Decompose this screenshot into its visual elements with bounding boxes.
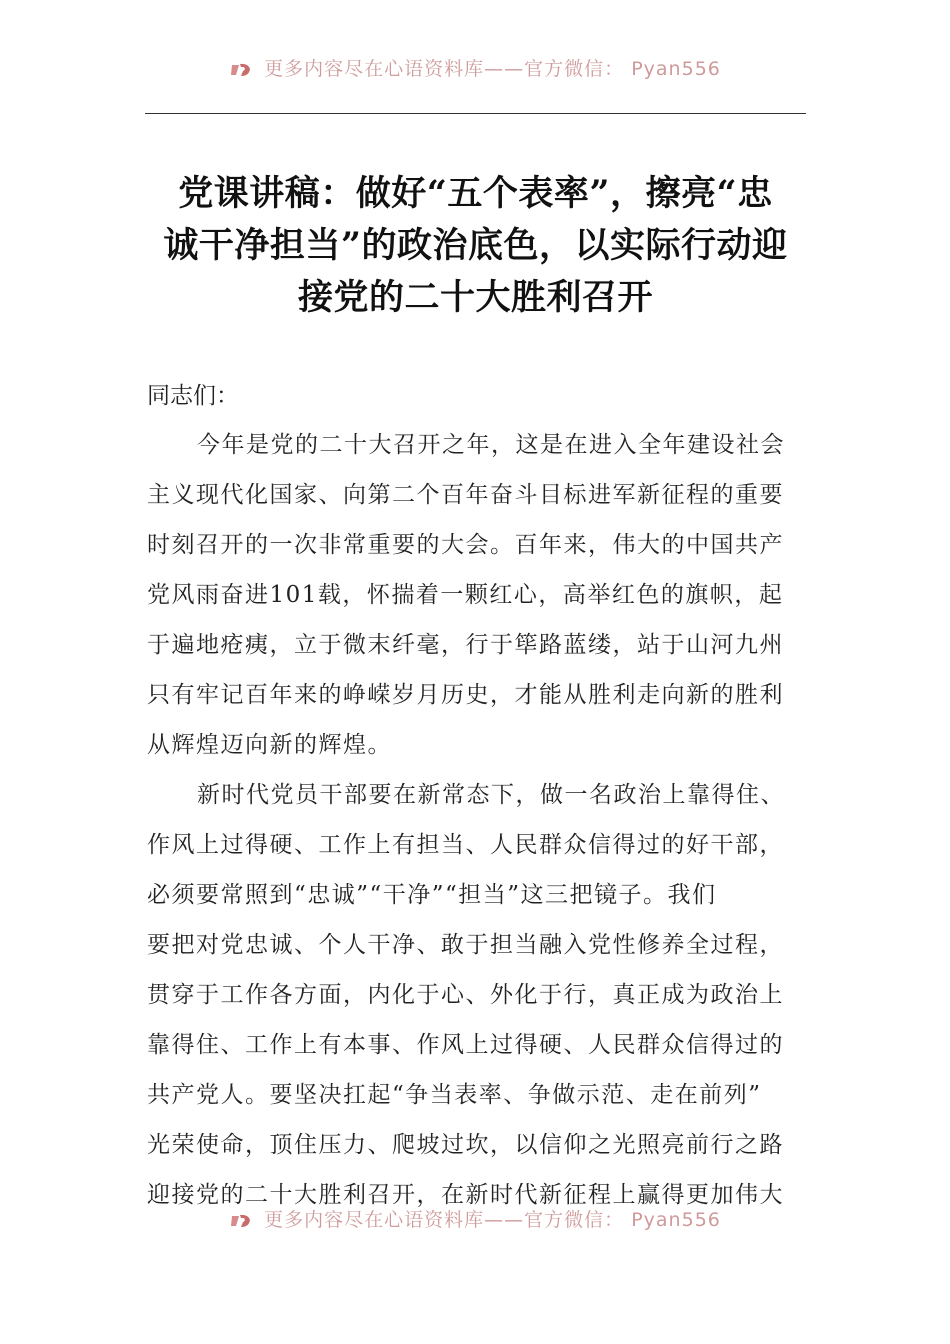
- footer-watermark: [0, 1208, 950, 1232]
- paragraph-line: 靠得住、工作上有本事、作风上过得硬、人民群众信得过的: [147, 1032, 784, 1058]
- body-paragraph-2: [147, 770, 807, 1220]
- paragraph-line: 主义现代化国家、向第二个百年奋斗目标进军新征程的重要: [147, 482, 784, 508]
- paragraph-line: 要把对党忠诚、个人干净、敢于担当融入党性修养全过程，: [147, 932, 784, 958]
- watermark-logo-icon: [229, 61, 253, 79]
- paragraph-line: 于遍地疮痍，立于微末纤毫，行于筚路蓝缕，站于山河九州: [147, 632, 784, 658]
- paragraph-line: 迎接党的二十大胜利召开，在新时代新征程上赢得更加伟大: [147, 1182, 784, 1208]
- greeting: 同志们：: [147, 383, 239, 409]
- title-line: 党课讲稿：做好“五个表率”，擦亮“忠: [178, 173, 773, 214]
- paragraph-line: 从辉煌迈向新的辉煌。: [147, 732, 392, 758]
- paragraph-line: 时刻召开的一次非常重要的大会。百年来，伟大的中国共产: [147, 532, 784, 558]
- paragraph-line: 贯穿于工作各方面，内化于心、外化于行，真正成为政治上: [147, 982, 784, 1008]
- paragraph-line: 今年是党的二十大召开之年，这是在进入全年建设社会: [197, 432, 785, 458]
- paragraph-line: 光荣使命，顶住压力、爬坡过坎，以信仰之光照亮前行之路: [147, 1132, 784, 1158]
- title-line: 接党的二十大胜利召开: [297, 277, 653, 318]
- title-line: 诚干净担当”的政治底色，以实际行动迎: [163, 225, 788, 266]
- paragraph-line: 作风上过得硬、工作上有担当、人民群众信得过的好干部，: [147, 832, 784, 858]
- paragraph-line: 必须要常照到“忠诚”“干净”“担当”这三把镜子。我们: [147, 882, 717, 908]
- paragraph-line: 共产党人。要坚决扛起“争当表率、争做示范、走在前列”: [147, 1082, 762, 1108]
- paragraph-line: 新时代党员干部要在新常态下，做一名政治上靠得住、: [197, 782, 785, 808]
- header-divider: [145, 113, 806, 114]
- watermark-logo-icon: [229, 1212, 253, 1230]
- paragraph-line: 只有牢记百年来的峥嵘岁月历史，才能从胜利走向新的胜利: [147, 682, 784, 708]
- watermark-text: 更多内容尽在心语资料库——官方微信： Pyan556: [264, 58, 721, 80]
- watermark-text: 更多内容尽在心语资料库——官方微信： Pyan556: [264, 1209, 721, 1231]
- body-paragraph-1: [147, 420, 807, 770]
- header-watermark: [0, 58, 950, 80]
- document-title: [145, 168, 806, 324]
- paragraph-line: 党风雨奋进101载，怀揣着一颗红心，高举红色的旗帜，起: [147, 582, 784, 608]
